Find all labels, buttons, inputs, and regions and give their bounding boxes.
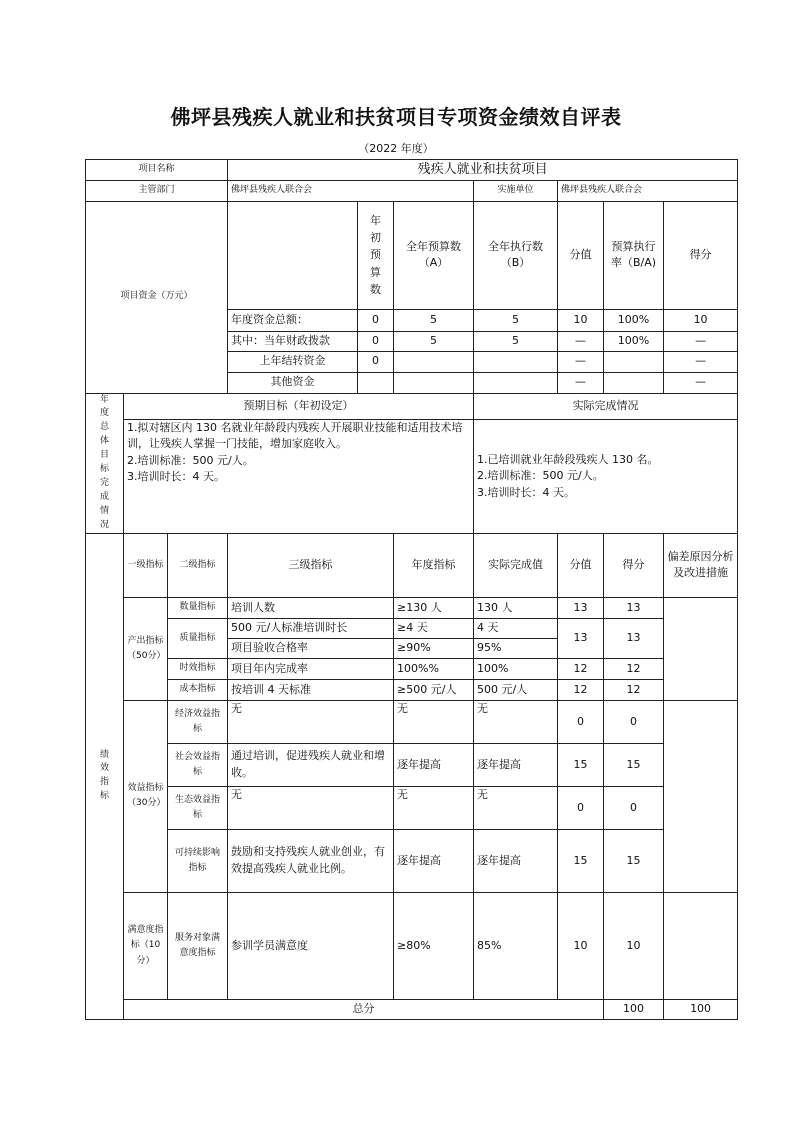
l3: 培训人数 [228,597,394,618]
l3: 鼓励和支持残疾人就业创业，有效提高残疾人就业比例。 [228,829,394,892]
indicator-row [86,597,738,618]
benefit-note [664,700,738,892]
target: ≥130 人 [394,597,474,618]
funds-row-name: 其中：当年财政拨款 [228,331,358,351]
satisfaction-note [664,892,738,999]
indicator-row [86,743,738,786]
goals-actual-label: 实际完成情况 [474,393,738,419]
target: ≥90% [394,638,474,658]
funds-row-score: — [664,331,738,351]
funds-header-exec: 全年执行数（B） [474,201,558,309]
target: ≥500 元/人 [394,679,474,700]
total-score: 100 [664,999,738,1019]
funds-blank-header [228,201,358,309]
funds-row-rate [604,351,664,372]
output-label: 产出指标（50分） [124,597,168,700]
funds-row-name: 上年结转资金 [228,351,358,372]
score-val: 0 [558,786,604,829]
total-score-val: 100 [604,999,664,1019]
funds-row-initial: 0 [358,309,394,331]
funds-row-score: 10 [664,309,738,331]
impl-unit-value: 佛坪县残疾人联合会 [558,180,738,201]
score-val: 15 [558,743,604,786]
l2-timeliness: 时效指标 [168,658,228,679]
funds-header-score: 得分 [664,201,738,309]
score: 12 [604,658,664,679]
target: 无 [394,786,474,829]
actual: 无 [474,700,558,743]
funds-header-rate: 预算执行率（B/A) [604,201,664,309]
l2-satisfaction: 服务对象满意度指标 [168,892,228,999]
actual: 95% [474,638,558,658]
score: 15 [604,743,664,786]
l2-ecological: 生态效益指标 [168,786,228,829]
goals-expected-content [124,419,474,533]
indicator-row [86,679,738,700]
goals-actual-item: 2.培训标准：500 元/人。 [477,469,604,483]
score-val: 0 [558,700,604,743]
satisfaction-label: 满意度指标（10分） [124,892,168,999]
l2-social: 社会效益指标 [168,743,228,786]
funds-row-score-val: — [558,331,604,351]
actual: 逐年提高 [474,829,558,892]
goals-actual-item: 1.已培训就业年龄段残疾人 130 名。 [477,452,659,466]
funds-row-score-val: — [558,372,604,393]
funds-row-annual [394,372,474,393]
funds-row-name: 其他资金 [228,372,358,393]
project-name-row [86,160,738,181]
score: 0 [604,700,664,743]
project-name-value: 残疾人就业和扶贫项目 [228,160,738,181]
funds-row-initial: 0 [358,331,394,351]
indicators-label [86,533,124,1019]
funds-row-exec [474,351,558,372]
funds-row-annual: 5 [394,331,474,351]
l3: 500 元/人标准培训时长 [228,618,394,638]
dept-value: 佛坪县残疾人联合会 [228,180,474,201]
header-target: 年度指标 [394,533,474,597]
l2-sustainable: 可持续影响指标 [168,829,228,892]
actual: 4 天 [474,618,558,638]
indicator-row [86,892,738,999]
page-title: 佛坪县残疾人就业和扶贫项目专项资金绩效自评表 [170,105,622,129]
actual: 无 [474,786,558,829]
indicators-header-row [86,533,738,597]
funds-row-score-val: 10 [558,309,604,331]
l3: 项目年内完成率 [228,658,394,679]
funds-row-annual [394,351,474,372]
funds-row-initial [358,372,394,393]
funds-row-rate: 100% [604,309,664,331]
funds-row-initial: 0 [358,351,394,372]
goals-expected-item: 2.培训标准：500 元/人。 [127,453,254,467]
funds-row-rate [604,372,664,393]
header-score: 得分 [604,533,664,597]
funds-header-row [86,201,738,309]
score-val: 13 [558,597,604,618]
actual: 85% [474,892,558,999]
score-val: 13 [558,618,604,658]
funds-row-exec: 5 [474,309,558,331]
score: 15 [604,829,664,892]
goals-actual-item: 3.培训时长：4 天。 [477,485,576,499]
target: 逐年提高 [394,829,474,892]
goals-label [86,393,124,533]
score: 13 [604,618,664,658]
goals-expected-item: 1.拟对辖区内 130 名就业年龄段内残疾人开展职业技能和适用技术培训，让残疾人掌握一门技能，增加家庭收入。 [127,420,463,451]
dept-row [86,180,738,201]
actual: 130 人 [474,597,558,618]
funds-row-score-val: — [558,351,604,372]
goals-expected-label: 预期目标（年初设定） [124,393,474,419]
total-row [86,999,738,1019]
score-val: 12 [558,679,604,700]
funds-row-score: — [664,372,738,393]
funds-header-initial [358,201,394,309]
header-l1: 一级指标 [124,533,168,597]
funds-label: 项目资金（万元） [86,201,228,393]
dept-label: 主管部门 [86,180,228,201]
goals-label-text: 年 度 总 体 目 标 完 成 情 况 [99,394,109,530]
header-note: 偏差原因分析及改进措施 [664,533,738,597]
impl-unit-label: 实施单位 [474,180,558,201]
goals-header-row [86,393,738,419]
header-l3: 三级指标 [228,533,394,597]
l3: 项目验收合格率 [228,638,394,658]
actual: 逐年提高 [474,743,558,786]
funds-row-rate: 100% [604,331,664,351]
l2-economic: 经济效益指标 [168,700,228,743]
funds-row-annual: 5 [394,309,474,331]
score-val: 15 [558,829,604,892]
funds-header-initial-text: 年 初 预 算 数 [370,214,382,296]
l3: 通过培训，促进残疾人就业和增收。 [228,743,394,786]
indicator-row [86,700,738,743]
year-label: （2022 年度） [358,142,434,155]
target: ≥80% [394,892,474,999]
funds-row-exec: 5 [474,331,558,351]
project-name-label: 项目名称 [86,160,228,181]
l3: 按培训 4 天标准 [228,679,394,700]
goals-actual-content [474,419,738,533]
target: 逐年提高 [394,743,474,786]
indicator-row [86,829,738,892]
output-note [664,597,738,700]
score: 0 [604,786,664,829]
benefit-label: 效益指标（30分） [124,700,168,892]
goals-expected-item: 3.培训时长：4 天。 [127,470,225,484]
funds-header-annual: 全年预算数（A） [394,201,474,309]
indicator-row [86,658,738,679]
score: 12 [604,679,664,700]
header-actual: 实际完成值 [474,533,558,597]
target: ≥4 天 [394,618,474,638]
indicator-row [86,618,738,638]
goals-content-row [86,419,738,533]
l2-quality: 质量指标 [168,618,228,658]
header-l2: 二级指标 [168,533,228,597]
actual: 100% [474,658,558,679]
funds-header-score-val: 分值 [558,201,604,309]
indicators-label-text: 绩 效 指 标 [99,749,109,802]
l2-cost: 成本指标 [168,679,228,700]
l2-quantity: 数量指标 [168,597,228,618]
target: 无 [394,700,474,743]
actual: 500 元/人 [474,679,558,700]
indicator-row [86,786,738,829]
score: 13 [604,597,664,618]
funds-row-name: 年度资金总额： [228,309,358,331]
funds-row-exec [474,372,558,393]
target: 100%% [394,658,474,679]
evaluation-table [85,159,738,1020]
funds-row-score: — [664,351,738,372]
header-score-val: 分值 [558,533,604,597]
l3: 无 [228,700,394,743]
score-val: 10 [558,892,604,999]
l3: 参训学员满意度 [228,892,394,999]
score: 10 [604,892,664,999]
score-val: 12 [558,658,604,679]
total-label: 总分 [124,999,604,1019]
l3: 无 [228,786,394,829]
